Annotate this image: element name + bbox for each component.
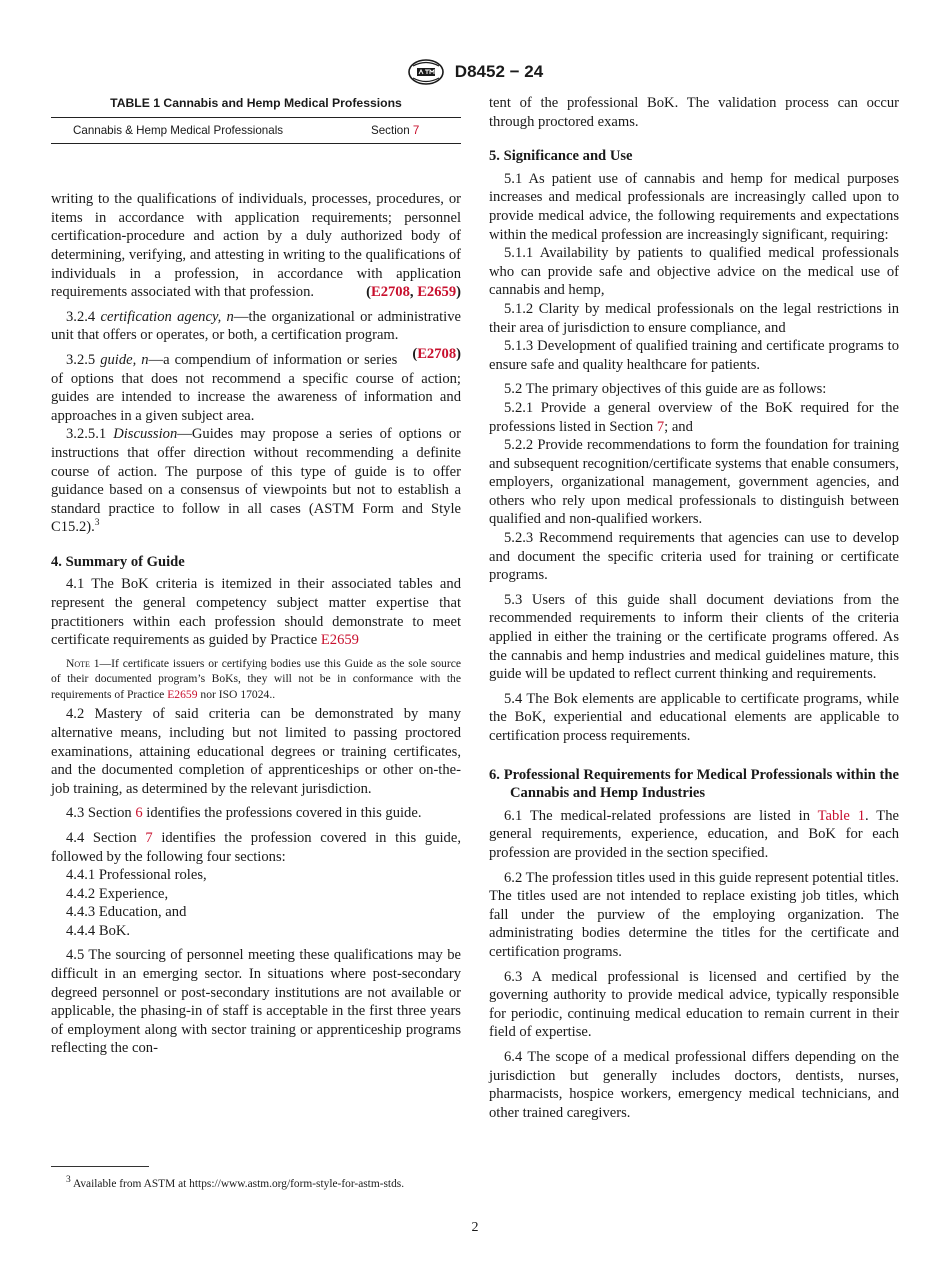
left-column <box>51 94 461 1058</box>
section-5-1: 5.1 As patient use of cannabis and hemp for medical purposes increases and medical professionals are increasingly called upon to provide medical advice, the following requirements and expectations within the medical profession are increasingly significant, requiring: <box>489 170 899 243</box>
section-6-3: 6.3 A medical professional is licensed and certified by the governing authority to provide medical advice, typically responsible for periodic, continuing medical education to remain current in their field of expertise. <box>489 968 899 1041</box>
section-5-2: 5.2 The primary objectives of this guide are as follows: <box>504 381 827 398</box>
section-5-1-2: 5.1.2 Clarity by medical professionals on the legal restrictions in their area of jurisdiction to ensure compliance, and <box>489 300 899 336</box>
section-5-4: 5.4 The Bok elements are applicable to certificate programs, while the BoK, experiential and educational elements are applicable to certification process requirements. <box>489 690 899 744</box>
section-6-link[interactable]: 6 <box>135 805 143 822</box>
paragraph-certification-cont: writing to the qualifications of individuals, processes, procedures, or items in accordance with application requirements; personnel certification-procedure and action by a duly authorized body of determining, verifying, and attesting in writing to the qualifications of individuals in a profession, in accordance with application requirements associated with that profession. (E2708, E2659) <box>51 191 461 301</box>
section-4-3: 4.3 Section 6 identifies the professions covered in this guide. <box>66 805 422 822</box>
section-7-link[interactable]: 7 <box>656 418 665 435</box>
list-item: 4.4.2 Experience, <box>66 885 169 902</box>
table1-caption: TABLE 1 Cannabis and Hemp Medical Professions <box>110 96 402 110</box>
heading-professional-requirements: 6. Professional Requirements for Medical Professionals within the Cannabis and Hemp Industries <box>489 766 899 802</box>
page-number: 2 <box>471 1220 479 1235</box>
heading-significance-and-use: 5. Significance and Use <box>489 148 633 165</box>
section-5-2-1: 5.2.1 Provide a general overview of the BoK required for the professions listed in Section 7; and <box>489 399 899 435</box>
section-3-2-4: 3.2.4 certification agency, n—the organizational or administrative unit that offers or operates, or both, a certification program. (E2708) <box>51 308 461 362</box>
section-5-3: 5.3 Users of this guide shall document deviations from the recommended requirements to inform their clients of the criteria applied in either the training or the certificate programs offered. As the cannabis and hemp industries and medical guidelines mature, this guide will be updated to reflect current thinking and requirements. <box>489 591 899 683</box>
ref-e2659-link[interactable]: E2659 <box>320 632 359 649</box>
list-item: 4.4.1 Professional roles, <box>66 867 207 884</box>
table1 <box>51 117 461 145</box>
note-1: Note 1—If certificate issuers or certifying bodies use this Guide as the sole source of their documented program’s BoKs, they will not be in conformance with the requirements of Practice E2659 nor ISO 17024.. <box>51 656 461 701</box>
section-5-2-2: 5.2.2 Provide recommendations to form the foundation for training and subsequent recognition/certificate systems that enable consumers, employers, organizational management, government agencies, and others who rely upon medical professionals to distinguish between qualified and non-qualified workers. <box>489 437 899 528</box>
section-3-2-5-1: 3.2.5.1 Discussion—Guides may propose a series of options or instructions that offer direction without recommending a definite course of action. The purpose of this type of guide is to offer guidance based on a consensus of viewpoints but not to establish a standard practice to follow in all cases (ASTM Form and Style C15.2).$^3$ <box>51 426 461 536</box>
list-item: 4.4.3 Education, and <box>66 904 187 921</box>
right-column <box>489 94 899 1122</box>
astm-logo-icon <box>407 58 445 86</box>
ref-e2659-link[interactable]: E2659 <box>417 284 457 301</box>
section-7-link[interactable]: 7 <box>412 123 420 137</box>
section-5-1-1: 5.1.1 Availability by patients to qualified medical professionals who can provide safe and objective advice on the medical use of cannabis and hemp, <box>489 245 899 299</box>
section-3-2-5: 3.2.5 guide, n—a compendium of information or series of options that does not recommend a specific course of action; guides are intended to increase the awareness of information and approaches in a given subject area. <box>51 351 461 424</box>
ref-e2659-link[interactable]: E2659 <box>167 687 198 701</box>
section-6-2: 6.2 The profession titles used in this guide represent potential titles. The titles used are not intended to replace existing job titles, which fall under the purview of the employing organization. The administrating bodies determine the titles for the certificate and certification programs. <box>489 869 899 960</box>
section-4-1: 4.1 The BoK criteria is itemized in their associated tables and represent the general competency subject matter expertise that practitioners within each profession should demonstrate to meet certificate requirements as guided by Practice E2659 <box>51 576 461 649</box>
section-4-5: 4.5 The sourcing of personnel meeting these qualifications may be difficult in an emerging sector. In situations where post-secondary degreed personnel or post-secondary institutions are not available or applicable, the phasing-in of staff is acceptable in the first three years of employment along with sector training or apprenticeship programs reflecting the con- <box>51 947 461 1057</box>
section-5-1-3: 5.1.3 Development of qualified training and certificate programs to ensure safe and quality healthcare for patients. <box>489 338 899 373</box>
footnote: $^3$ Available from ASTM at https://www.astm.org/form-style-for-astm-stds. <box>66 1175 405 1190</box>
section-4-4: 4.4 Section 7 identifies the profession covered in this guide, followed by the following four sections: <box>51 829 461 865</box>
section-6-1: 6.1 The medical-related professions are listed in Table 1. The general requirements, experience, education, and BoK for each profession are provided in the section specified. <box>489 807 899 861</box>
heading-summary-of-guide: 4. Summary of Guide <box>51 553 185 570</box>
section-7-link[interactable]: 7 <box>145 829 153 846</box>
section-4-2: 4.2 Mastery of said criteria can be demonstrated by many alternative means, including but not limited to passing proctored examinations, attaining educational degrees or training certificates, and the documented completion of apprenticeships or other on-the-job training, as determined by the relevant jurisdiction. <box>51 706 461 797</box>
footnote-divider <box>51 1166 149 1167</box>
ref-e2708-link[interactable]: E2708 <box>370 284 410 301</box>
table-1-link[interactable]: Table 1 <box>817 807 866 824</box>
section-6-4: 6.4 The scope of a medical professional differs depending on the jurisdiction but generally includes doctors, dentists, nurses, pharmacists, hospice workers, emergency medical technicians, and other trained caregivers. <box>489 1048 899 1121</box>
ref-e2708-link[interactable]: E2708 <box>417 345 457 362</box>
list-item: 4.4.4 BoK. <box>66 922 131 939</box>
paragraph-continuation: tent of the professional BoK. The validation process can occur through proctored exams. <box>489 95 899 130</box>
page-header <box>0 58 950 86</box>
table1-cell-profession: Cannabis & Hemp Medical Professionals <box>73 123 284 137</box>
section-5-2-3: 5.2.3 Recommend requirements that agencies can use to develop and document the specific criteria used for training or certificate programs. <box>489 530 899 584</box>
table1-cell-section: Section 7 <box>371 123 420 137</box>
standard-code: D8452 − 24 <box>454 62 544 81</box>
